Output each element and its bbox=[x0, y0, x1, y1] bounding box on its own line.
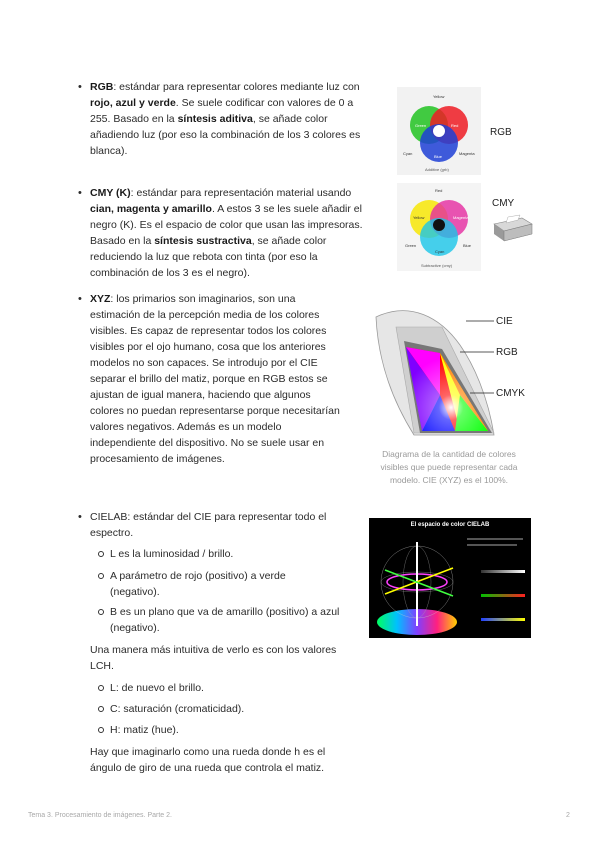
rgb-diagram-top: Yellow bbox=[433, 94, 445, 99]
cielab-sub-item bbox=[110, 604, 340, 636]
cmy-term: CMY (K) bbox=[90, 187, 131, 199]
rgb-label: RGB bbox=[490, 127, 512, 138]
bullet-icon: • bbox=[78, 511, 82, 523]
rgb-bullet-item bbox=[78, 79, 375, 159]
circle-bullet-icon bbox=[98, 706, 104, 712]
cmy-diagram-top: Red bbox=[435, 188, 443, 193]
rgb-diagram-left: Green bbox=[415, 123, 427, 128]
xyz-text: : los primarios son imaginarios, son una estimación de la percepción media de los colores visibles. Es capaz de representar todos los colores visibles por el ojo humano, cosa que los anteriores modelos no son capaces. Se introdujo por el CIE separar el brillo del matiz, porque en RGB estos se ajustan de igual manera, haciendo que algunos colores no puedan representarse porque necesitarían valores negativos. Además es un modelo independiente del dispositivo. No se suele usar en procesamiento de imágenes. bbox=[90, 293, 340, 465]
lch-text: H: matiz (hue). bbox=[110, 724, 179, 736]
gamut-label-rgb: RGB bbox=[496, 347, 518, 358]
cielab-sub-text: L es la luminosidad / brillo. bbox=[110, 548, 234, 560]
cielab-space-image bbox=[369, 518, 531, 638]
cielab-lch-intro: Una manera más intuitiva de verlo es con los valores LCH. bbox=[90, 644, 337, 672]
cmy-diagram-caption: Subtractive (cmy) bbox=[421, 263, 453, 268]
gamut-diagram bbox=[370, 305, 560, 440]
gamut-label-cmyk: CMYK bbox=[496, 388, 525, 399]
lch-text: C: saturación (cromaticidad). bbox=[110, 703, 245, 715]
cielab-sphere-graphic bbox=[369, 518, 531, 638]
rgb-colors: rojo, azul y verde bbox=[90, 97, 176, 109]
additive-circles-graphic bbox=[397, 87, 481, 175]
xyz-bullet-item bbox=[78, 291, 345, 467]
rgb-diagram-caption: Additive (grb) bbox=[425, 167, 449, 172]
gamut-label-cie: CIE bbox=[496, 316, 513, 327]
rgb-diagram-right: Red bbox=[451, 123, 459, 128]
gamut-graphic bbox=[370, 305, 560, 440]
cmy-diagram-left: Yellow bbox=[413, 215, 425, 220]
printer-graphic bbox=[488, 214, 534, 244]
cielab-sub-text: B es un plano que va de amarillo (positivo) a azul (negativo). bbox=[110, 606, 340, 634]
cmy-synth: síntesis sustractiva bbox=[154, 235, 252, 247]
printer-icon bbox=[488, 214, 534, 244]
circle-bullet-icon bbox=[98, 727, 104, 733]
circle-bullet-icon bbox=[98, 685, 104, 691]
subtractive-circles-graphic bbox=[397, 183, 481, 271]
cielab-image-title: El espacio de color CIELAB bbox=[410, 522, 490, 528]
xyz-term: XYZ bbox=[90, 293, 111, 305]
cielab-sub-text: A parámetro de rojo (positivo) a verde (negativo). bbox=[110, 570, 286, 598]
cmy-text-3: , se añade color reduciendo la luz que rebota con tinta (por eso la combinación de los 3 es el negro). bbox=[90, 235, 327, 279]
page-number: 2 bbox=[566, 812, 570, 819]
lch-text: L: de nuevo el brillo. bbox=[110, 682, 204, 694]
bullet-icon: • bbox=[78, 187, 82, 199]
rgb-synth: síntesis aditiva bbox=[177, 113, 253, 125]
circle-bullet-icon bbox=[98, 551, 104, 557]
rgb-diagram-magenta: Magenta bbox=[459, 151, 475, 156]
footer-title: Tema 3. Procesamiento de imágenes. Parte 2. bbox=[28, 812, 172, 819]
bullet-icon: • bbox=[78, 81, 82, 93]
rgb-term: RGB bbox=[90, 81, 114, 93]
cmy-bullet-item bbox=[78, 185, 375, 281]
cielab-closing: Hay que imaginarlo como una rueda donde h es el ángulo de giro de una rueda que controla el matiz. bbox=[90, 746, 326, 774]
cielab-intro: CIELAB: estándar del CIE para representar todo el espectro. bbox=[90, 511, 327, 539]
cmy-colors: cian, magenta y amarillo bbox=[90, 203, 212, 215]
cmy-text-1: : estándar para representación material usando bbox=[130, 187, 352, 199]
cmy-text-2: . A estos 3 se les suele añadir el negro (K). Es el espacio de color que usan las impresoras. Basado en la bbox=[90, 203, 363, 247]
circle-bullet-icon bbox=[98, 573, 104, 579]
rgb-text-3: , se añade color añadiendo luz (por eso la combinación de los 3 colores es blanca). bbox=[90, 113, 361, 157]
lch-item bbox=[110, 680, 330, 696]
cielab-sub-item bbox=[110, 568, 330, 600]
rgb-text-1: : estándar para representar colores mediante luz con bbox=[113, 81, 360, 93]
cmy-diagram-green: Green bbox=[405, 243, 417, 248]
bullet-icon: • bbox=[78, 293, 82, 305]
cmy-diagram-right: Magenta bbox=[453, 215, 469, 220]
cmy-diagram-blue: Blue bbox=[463, 243, 472, 248]
rgb-text-2: . Se suele codificar con valores de 0 a 255. Basado en la bbox=[90, 97, 354, 125]
gamut-caption: Diagrama de la cantidad de colores visibles que puede representar cada modelo. CIE (XYZ) es el 100%. bbox=[380, 449, 518, 485]
rgb-diagram-bottom: Blue bbox=[434, 154, 443, 159]
cielab-sub-item bbox=[110, 546, 330, 562]
circle-bullet-icon bbox=[98, 609, 104, 615]
cmy-diagram-bottom: Cyan bbox=[435, 249, 445, 254]
cmy-label: CMY bbox=[492, 198, 515, 209]
cielab-bullet-item bbox=[78, 509, 340, 541]
lch-item bbox=[110, 722, 330, 738]
cmy-subtractive-diagram bbox=[397, 183, 481, 271]
rgb-additive-diagram bbox=[397, 87, 481, 175]
rgb-diagram-cyan: Cyan bbox=[403, 151, 413, 156]
lch-item bbox=[110, 701, 330, 717]
